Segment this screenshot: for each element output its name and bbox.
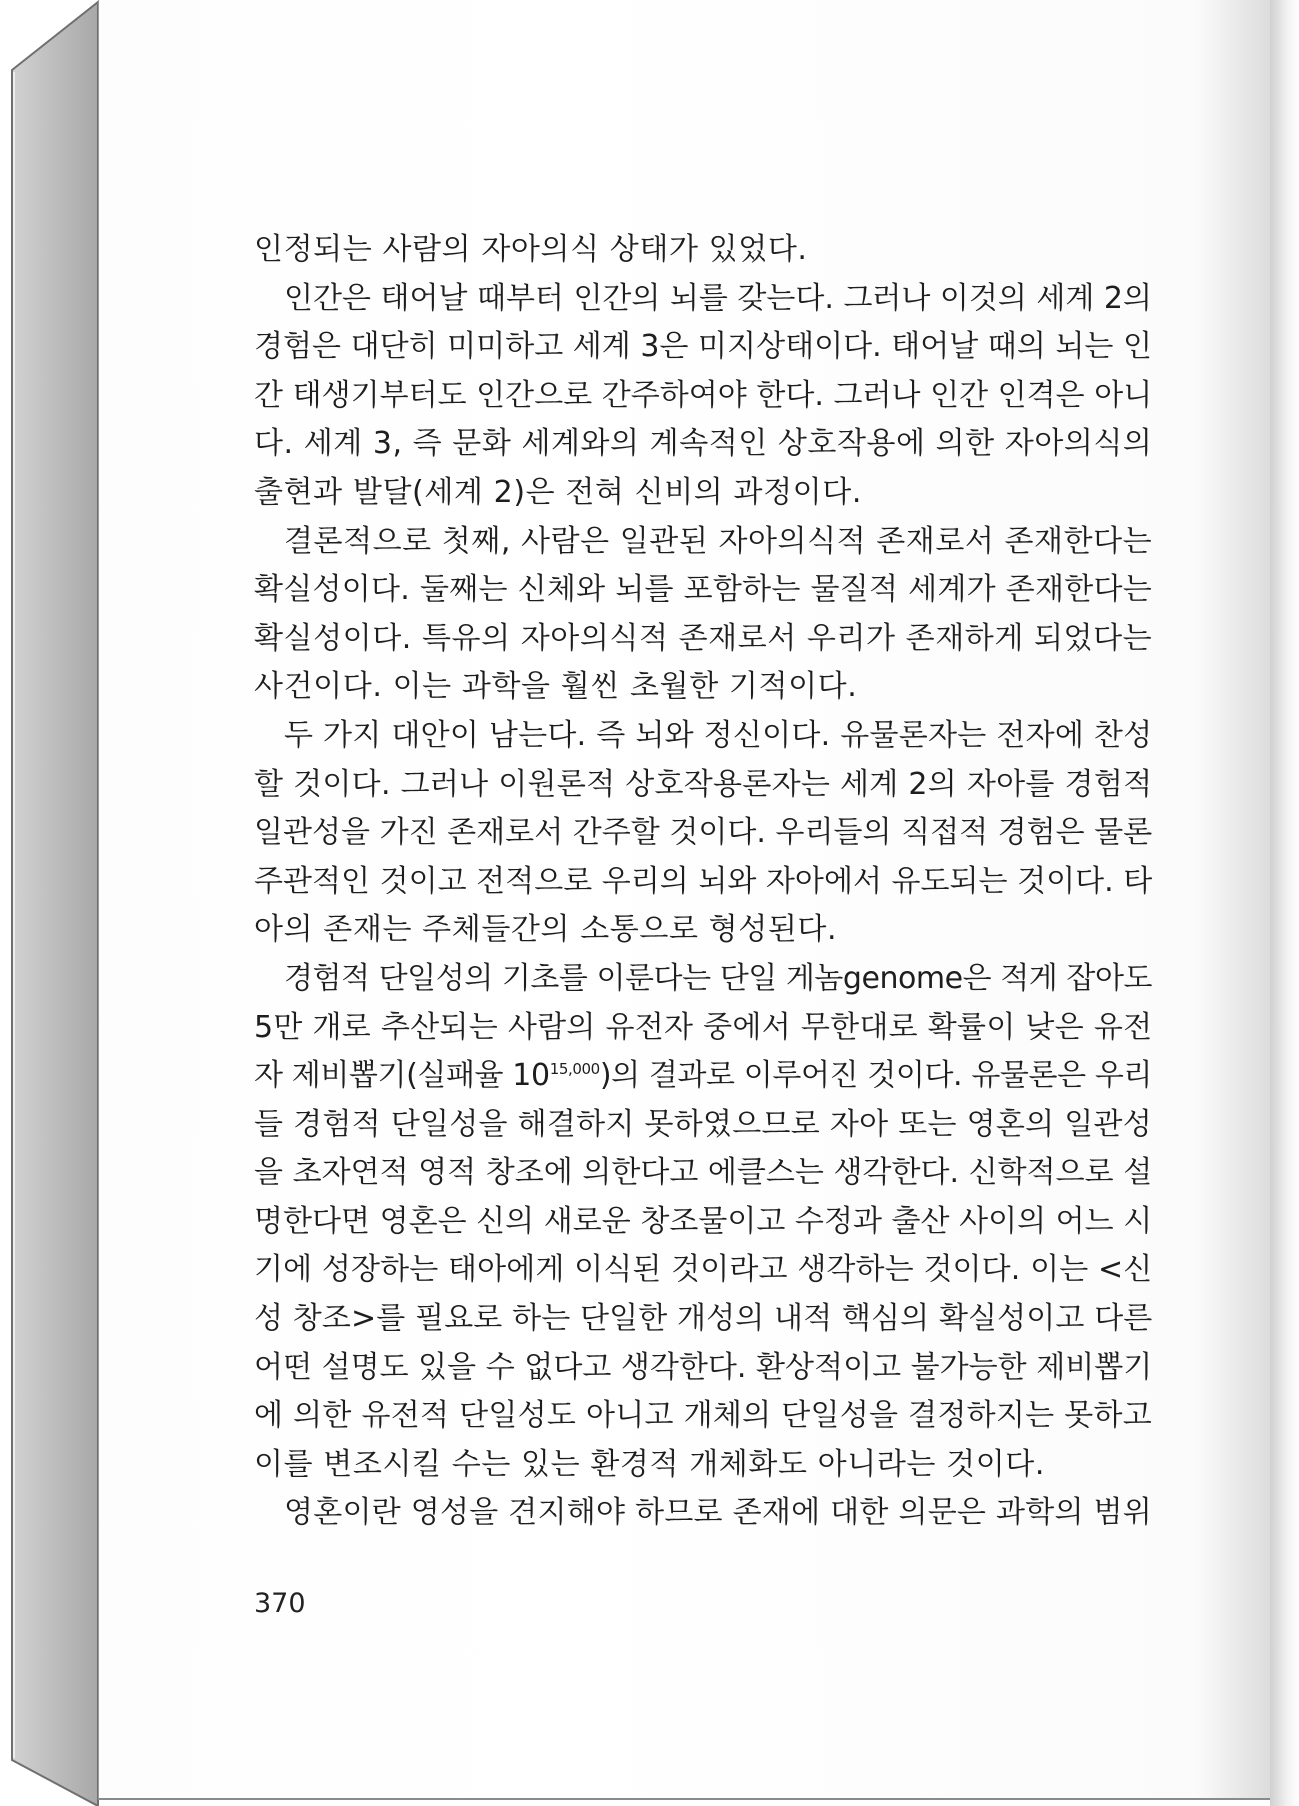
text-line-content: 경험은 대단히 미미하고 세계 3은 미지상태이다. 태어날 때의 뇌는 인	[254, 329, 1152, 365]
text-line	[254, 663, 1152, 712]
text-line	[254, 1295, 1152, 1344]
text-line-content: 주관적인 것이고 전적으로 우리의 뇌와 자아에서 유도되는 것이다. 타	[254, 863, 1153, 899]
text-line-content: 인간은 태어날 때부터 인간의 뇌를 갖는다. 그러나 이것의 세계 2의	[284, 280, 1152, 316]
text-line-continuation: )의 결과로 이루어진 것이다. 유물론은 우리	[599, 1058, 1152, 1094]
text-line-content: 영혼이란 영성을 견지해야 하므로 존재에 대한 의문은 과학의 범위	[284, 1495, 1152, 1531]
text-line	[254, 275, 1152, 324]
text-line-content: 인정되는 사람의 자아의식 상태가 있었다.	[254, 232, 808, 267]
text-line-content: 을 초자연적 영적 창조에 의한다고 에클스는 생각한다. 신학적으로 설	[254, 1155, 1153, 1191]
text-line-content: 할 것이다. 그러나 이원론적 상호작용론자는 세계 2의 자아를 경험적	[254, 766, 1153, 802]
text-line-content: 들 경험적 단일성을 해결하지 못하였으므로 자아 또는 영혼의 일관성	[254, 1106, 1152, 1142]
text-line	[254, 1441, 1152, 1490]
text-line	[254, 518, 1152, 567]
text-line	[254, 323, 1152, 372]
text-line	[254, 1198, 1152, 1247]
superscript: 15,000	[549, 1060, 600, 1079]
text-line	[254, 858, 1152, 907]
text-line-content: 5만 개로 추산되는 사람의 유전자 중에서 무한대로 확률이 낮은 유전	[254, 1009, 1153, 1045]
text-line	[254, 1246, 1152, 1295]
text-line-content: 간 태생기부터도 인간으로 간주하여야 한다. 그러나 인간 인격은 아니	[254, 377, 1153, 413]
text-line	[254, 1392, 1152, 1441]
text-line	[254, 1052, 1152, 1101]
text-line	[254, 809, 1152, 858]
text-line-content: 이를 변조시킬 수는 있는 환경적 개체화도 아니라는 것이다.	[254, 1446, 1046, 1482]
text-line	[254, 372, 1152, 421]
text-line-content: 확실성이다. 특유의 자아의식적 존재로서 우리가 존재하게 되었다는	[254, 620, 1153, 656]
text-line-content: 명한다면 영혼은 신의 새로운 창조물이고 수정과 출산 사이의 어느 시	[254, 1203, 1153, 1239]
text-line	[254, 226, 1152, 275]
body-text	[254, 226, 1152, 1538]
text-line	[254, 1004, 1152, 1053]
text-line-content: 확실성이다. 둘째는 신체와 뇌를 포함하는 물질적 세계가 존재한다는	[254, 572, 1152, 608]
book-spine	[0, 0, 100, 1806]
text-line-content: 경험적 단일성의 기초를 이룬다는 단일 게놈genome은 적게 잡아도	[284, 960, 1152, 996]
text-line-content: 기에 성장하는 태아에게 이식된 것이라고 생각하는 것이다. 이는 <신	[254, 1252, 1153, 1288]
text-line-content: 어떤 설명도 있을 수 없다고 생각한다. 환상적이고 불가능한 제비뽑기	[254, 1349, 1153, 1385]
text-line	[254, 1344, 1152, 1393]
text-line	[254, 1489, 1152, 1538]
text-line-content: 성 창조>를 필요로 하는 단일한 개성의 내적 핵심의 확실성이고 다른	[254, 1301, 1153, 1337]
text-line-content: 일관성을 가진 존재로서 간주할 것이다. 우리들의 직접적 경험은 물론	[254, 815, 1153, 851]
text-line	[254, 906, 1152, 955]
text-line	[254, 420, 1152, 469]
text-line	[254, 1149, 1152, 1198]
text-line-content: 에 의한 유전적 단일성도 아니고 개체의 단일성을 결정하지는 못하고	[254, 1398, 1152, 1434]
text-line-content: 사건이다. 이는 과학을 훨씬 초월한 기적이다.	[254, 669, 858, 705]
text-line	[254, 615, 1152, 664]
text-line	[254, 955, 1152, 1004]
text-line	[254, 1101, 1152, 1150]
text-line	[254, 712, 1152, 761]
text-line-content: 두 가지 대안이 남는다. 즉 뇌와 정신이다. 유물론자는 전자에 찬성	[284, 717, 1153, 753]
text-line-content: 자 제비뽑기(실패율 10	[254, 1058, 550, 1094]
text-line	[254, 566, 1152, 615]
text-line	[254, 761, 1152, 810]
text-line-content: 출현과 발달(세계 2)은 전혀 신비의 과정이다.	[254, 474, 862, 510]
text-line-content: 결론적으로 첫째, 사람은 일관된 자아의식적 존재로서 존재한다는	[284, 523, 1153, 559]
text-line-content: 다. 세계 3, 즉 문화 세계와의 계속적인 상호작용에 의한 자아의식의	[254, 426, 1153, 462]
page-number: 370	[254, 1588, 306, 1619]
page-edge-shadow	[1270, 0, 1299, 1806]
text-line	[254, 469, 1152, 518]
text-line-content: 아의 존재는 주체들간의 소통으로 형성된다.	[254, 912, 838, 948]
